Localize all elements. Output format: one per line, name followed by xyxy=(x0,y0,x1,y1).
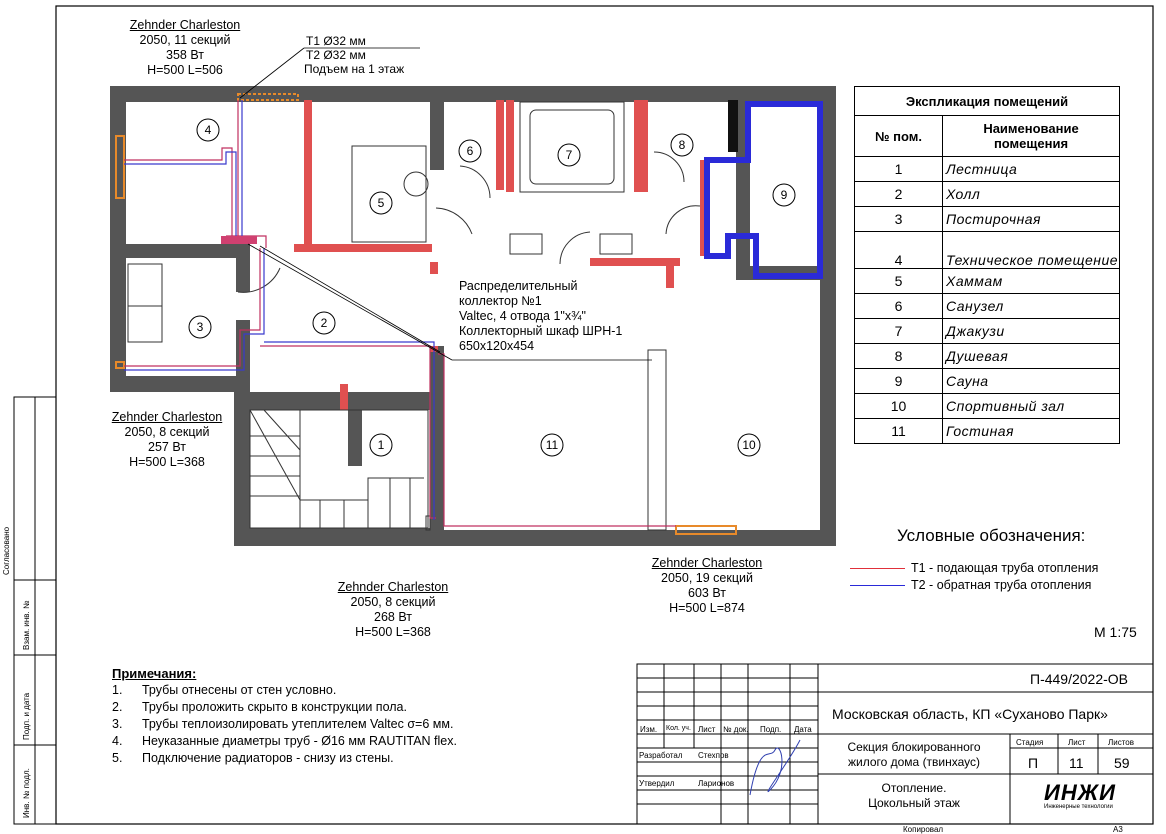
stage-value: П xyxy=(1028,755,1039,771)
sheet-header: Лист xyxy=(1068,738,1086,747)
svg-text:10: 10 xyxy=(742,438,756,452)
notes-heading: Примечания: xyxy=(112,666,197,681)
notes xyxy=(112,666,457,768)
col-header-list: Лист xyxy=(698,725,716,734)
room-name: Гостиная xyxy=(943,419,1120,444)
object-name: Секция блокированного жилого дома (твинхаус) xyxy=(847,740,981,769)
room-num: 6 xyxy=(855,294,943,319)
col-header-date: Дата xyxy=(794,725,812,734)
col-header-kol: Кол. уч. xyxy=(666,725,691,732)
scale-label: М 1:75 xyxy=(1094,624,1137,640)
room-marker-7 xyxy=(558,144,580,166)
sheets-header: Листов xyxy=(1108,738,1134,747)
svg-text:6: 6 xyxy=(466,144,474,158)
note-item: 2. Трубы проложить скрыто в конструкции пола. xyxy=(112,700,407,714)
room-num: 8 xyxy=(855,344,943,369)
room-num: 11 xyxy=(855,419,943,444)
col-header-doc: № док. xyxy=(723,725,749,734)
room-name: Джакузи xyxy=(943,319,1120,344)
svg-text:3: 3 xyxy=(196,320,204,334)
side-agreed: Согласовано xyxy=(2,526,11,575)
room-marker-9 xyxy=(773,184,795,206)
doc-code: П-449/2022-ОВ xyxy=(1030,671,1129,687)
explication-table xyxy=(854,86,1120,444)
return-line-swatch xyxy=(850,585,905,586)
room-num: 9 xyxy=(855,369,943,394)
svg-text:9: 9 xyxy=(780,188,788,202)
radiator-label-room3: Zehnder Charleston 2050, 8 секций 257 Вт H=500 L=368 xyxy=(111,410,223,469)
room-name: Техническое помещение xyxy=(943,232,1120,269)
collector-cabinet xyxy=(221,236,257,244)
col-header-izm: Изм. xyxy=(640,725,658,734)
room-marker-2 xyxy=(313,312,335,334)
room-name: Сауна xyxy=(943,369,1120,394)
copied-label: Копировал xyxy=(903,825,944,834)
legend-supply: Т1 - подающая труба отопления xyxy=(850,561,1098,575)
svg-text:2: 2 xyxy=(320,316,328,330)
note-item: 3. Трубы теплоизолировать утеплителем Valtec σ=6 мм. xyxy=(112,717,454,731)
sheet-title: Отопление. Цокольный этаж xyxy=(868,781,960,810)
sheet-value: 11 xyxy=(1069,755,1084,771)
svg-text:4: 4 xyxy=(204,123,212,137)
person-approver: Ларионов xyxy=(698,779,735,788)
svg-text:7: 7 xyxy=(565,148,573,162)
room-marker-1 xyxy=(370,434,392,456)
radiator-label-room4: Zehnder Charleston 2050, 11 секций 358 Вт H=500 L=506 xyxy=(129,18,241,77)
project-name: Московская область, КП «Суханово Парк» xyxy=(832,706,1108,722)
col-num-header: № пом. xyxy=(855,116,943,157)
role-developer: Разработал xyxy=(639,751,683,760)
side-inv: Инв. № подл. xyxy=(22,768,31,818)
room-num: 2 xyxy=(855,182,943,207)
room-name: Холл xyxy=(943,182,1120,207)
radiator-label-room1: Zehnder Charleston 2050, 8 секций 268 Вт H=500 L=368 xyxy=(337,580,449,639)
legend-return: Т2 - обратная труба отопления xyxy=(850,578,1091,592)
room-marker-5 xyxy=(370,192,392,214)
room-marker-3 xyxy=(189,316,211,338)
stage-header: Стадия xyxy=(1016,738,1044,747)
room-name: Лестница xyxy=(943,157,1120,182)
room-num: 4 xyxy=(855,232,943,269)
col-name-header: Наименование помещения xyxy=(943,116,1120,157)
side-sign-date: Подп. и дата xyxy=(22,692,31,740)
sheets-value: 59 xyxy=(1114,755,1130,771)
room-marker-11 xyxy=(541,434,563,456)
room-marker-4 xyxy=(197,119,219,141)
company-logo: ИНЖИ Инженерные технологии xyxy=(1044,780,1116,810)
room-marker-6 xyxy=(459,140,481,162)
role-approver: Утвердил xyxy=(639,779,675,788)
format-label: А3 xyxy=(1113,825,1123,834)
supply-line-swatch xyxy=(850,568,905,569)
room-name: Постирочная xyxy=(943,207,1120,232)
explication-title: Экспликация помещений xyxy=(855,87,1120,116)
sauna-walls xyxy=(707,104,820,276)
room-num: 10 xyxy=(855,394,943,419)
note-item: 1. Трубы отнесены от стен условно. xyxy=(112,683,337,697)
svg-text:8: 8 xyxy=(678,138,686,152)
room-name: Санузел xyxy=(943,294,1120,319)
collector-label: Распределительный коллектор №1 Valtec, 4 отвода 1"х¾" Коллекторный шкаф ШРН-1 650х120х454 xyxy=(459,279,623,353)
note-item: 4. Неуказанные диаметры труб - Ø16 мм RAUTITAN flex. xyxy=(112,734,457,748)
room-num: 5 xyxy=(855,269,943,294)
svg-text:5: 5 xyxy=(377,196,385,210)
side-replaced: Взам. инв. № xyxy=(22,600,31,650)
room-name: Душевая xyxy=(943,344,1120,369)
radiator-label-room11: Zehnder Charleston 2050, 19 секций 603 Вт H=500 L=874 xyxy=(651,556,763,615)
col-header-sign: Подп. xyxy=(760,725,782,734)
room-marker-10 xyxy=(738,434,760,456)
room-num: 7 xyxy=(855,319,943,344)
room-num: 1 xyxy=(855,157,943,182)
svg-text:11: 11 xyxy=(545,438,559,452)
person-developer: Стехпов xyxy=(698,751,729,760)
note-item: 5. Подключение радиаторов - снизу из стены. xyxy=(112,751,394,765)
riser-label: Т1 Ø32 мм Т2 Ø32 мм Подъем на 1 этаж xyxy=(304,34,405,76)
svg-text:1: 1 xyxy=(377,438,385,452)
room-num: 3 xyxy=(855,207,943,232)
room-marker-8 xyxy=(671,134,693,156)
room-name: Спортивный зал xyxy=(943,394,1120,419)
legend-title: Условные обозначения: xyxy=(897,526,1086,545)
room-name: Хаммам xyxy=(943,269,1120,294)
